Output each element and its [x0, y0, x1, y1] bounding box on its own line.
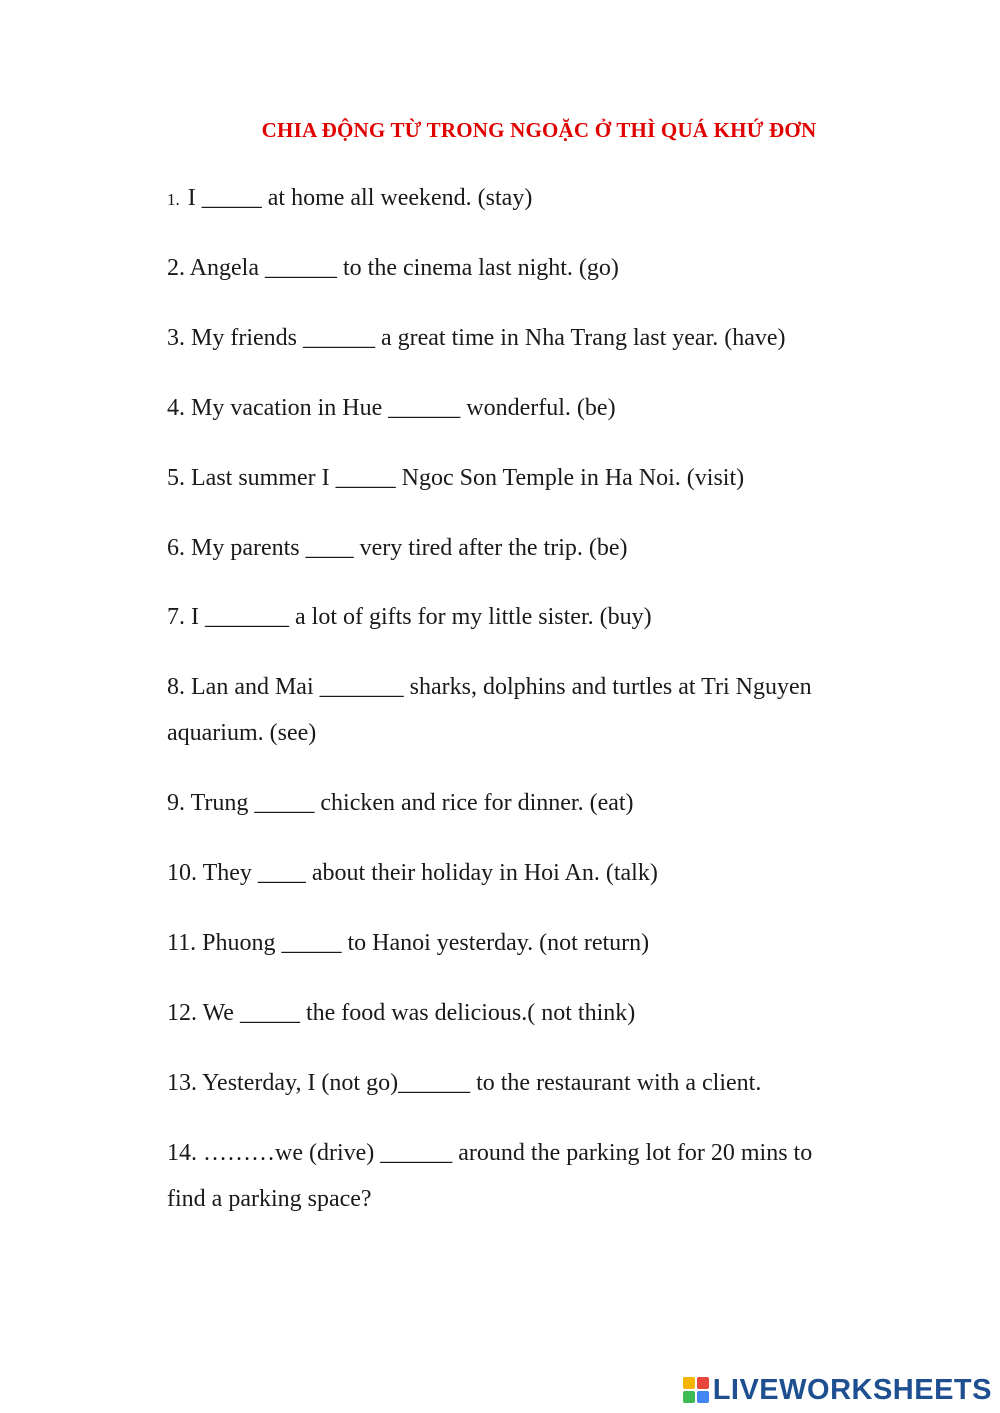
- logo-tile-3: [683, 1391, 695, 1403]
- logo-tile-2: [697, 1377, 709, 1389]
- question-4: 4. My vacation in Hue ______ wonderful. (be): [167, 395, 616, 421]
- question-14-line-1: 14. ………we (drive) ______ around the parking lot for 20 mins to: [167, 1140, 813, 1166]
- question-7: 7. I _______ a lot of gifts for my little sister. (buy): [167, 604, 652, 630]
- brand-watermark[interactable]: [683, 1373, 992, 1407]
- question-3: 3. My friends ______ a great time in Nha Trang last year. (have): [167, 325, 786, 351]
- worksheet-title: CHIA ĐỘNG TỪ TRONG NGOẶC Ở THÌ QUÁ KHỨ ĐƠN: [261, 118, 817, 142]
- question-13: 13. Yesterday, I (not go)______ to the restaurant with a client.: [167, 1070, 762, 1096]
- question-10: 10. They ____ about their holiday in Hoi An. (talk): [167, 860, 658, 886]
- logo-tile-4: [697, 1391, 709, 1403]
- logo-tile-1: [683, 1377, 695, 1389]
- question-9: 9. Trung _____ chicken and rice for dinner. (eat): [167, 790, 634, 816]
- question-1-number: 1.: [167, 190, 180, 209]
- question-12: 12. We _____ the food was delicious.( not think): [167, 1000, 636, 1026]
- question-1: [167, 183, 532, 215]
- question-5: 5. Last summer I _____ Ngoc Son Temple in Ha Noi. (visit): [167, 465, 745, 491]
- question-11: 11. Phuong _____ to Hanoi yesterday. (not return): [167, 930, 650, 956]
- brand-name: LIVEWORKSHEETS: [712, 1373, 992, 1406]
- question-1-text: I _____ at home all weekend. (stay): [187, 185, 533, 211]
- liveworksheets-logo-icon: [683, 1377, 709, 1403]
- question-6: 6. My parents ____ very tired after the trip. (be): [167, 535, 628, 561]
- question-8-line-1: 8. Lan and Mai _______ sharks, dolphins and turtles at Tri Nguyen: [167, 674, 812, 700]
- question-14-line-2: find a parking space?: [167, 1186, 372, 1212]
- question-8-line-2: aquarium. (see): [167, 720, 317, 746]
- question-2: 2. Angela ______ to the cinema last night. (go): [167, 255, 619, 281]
